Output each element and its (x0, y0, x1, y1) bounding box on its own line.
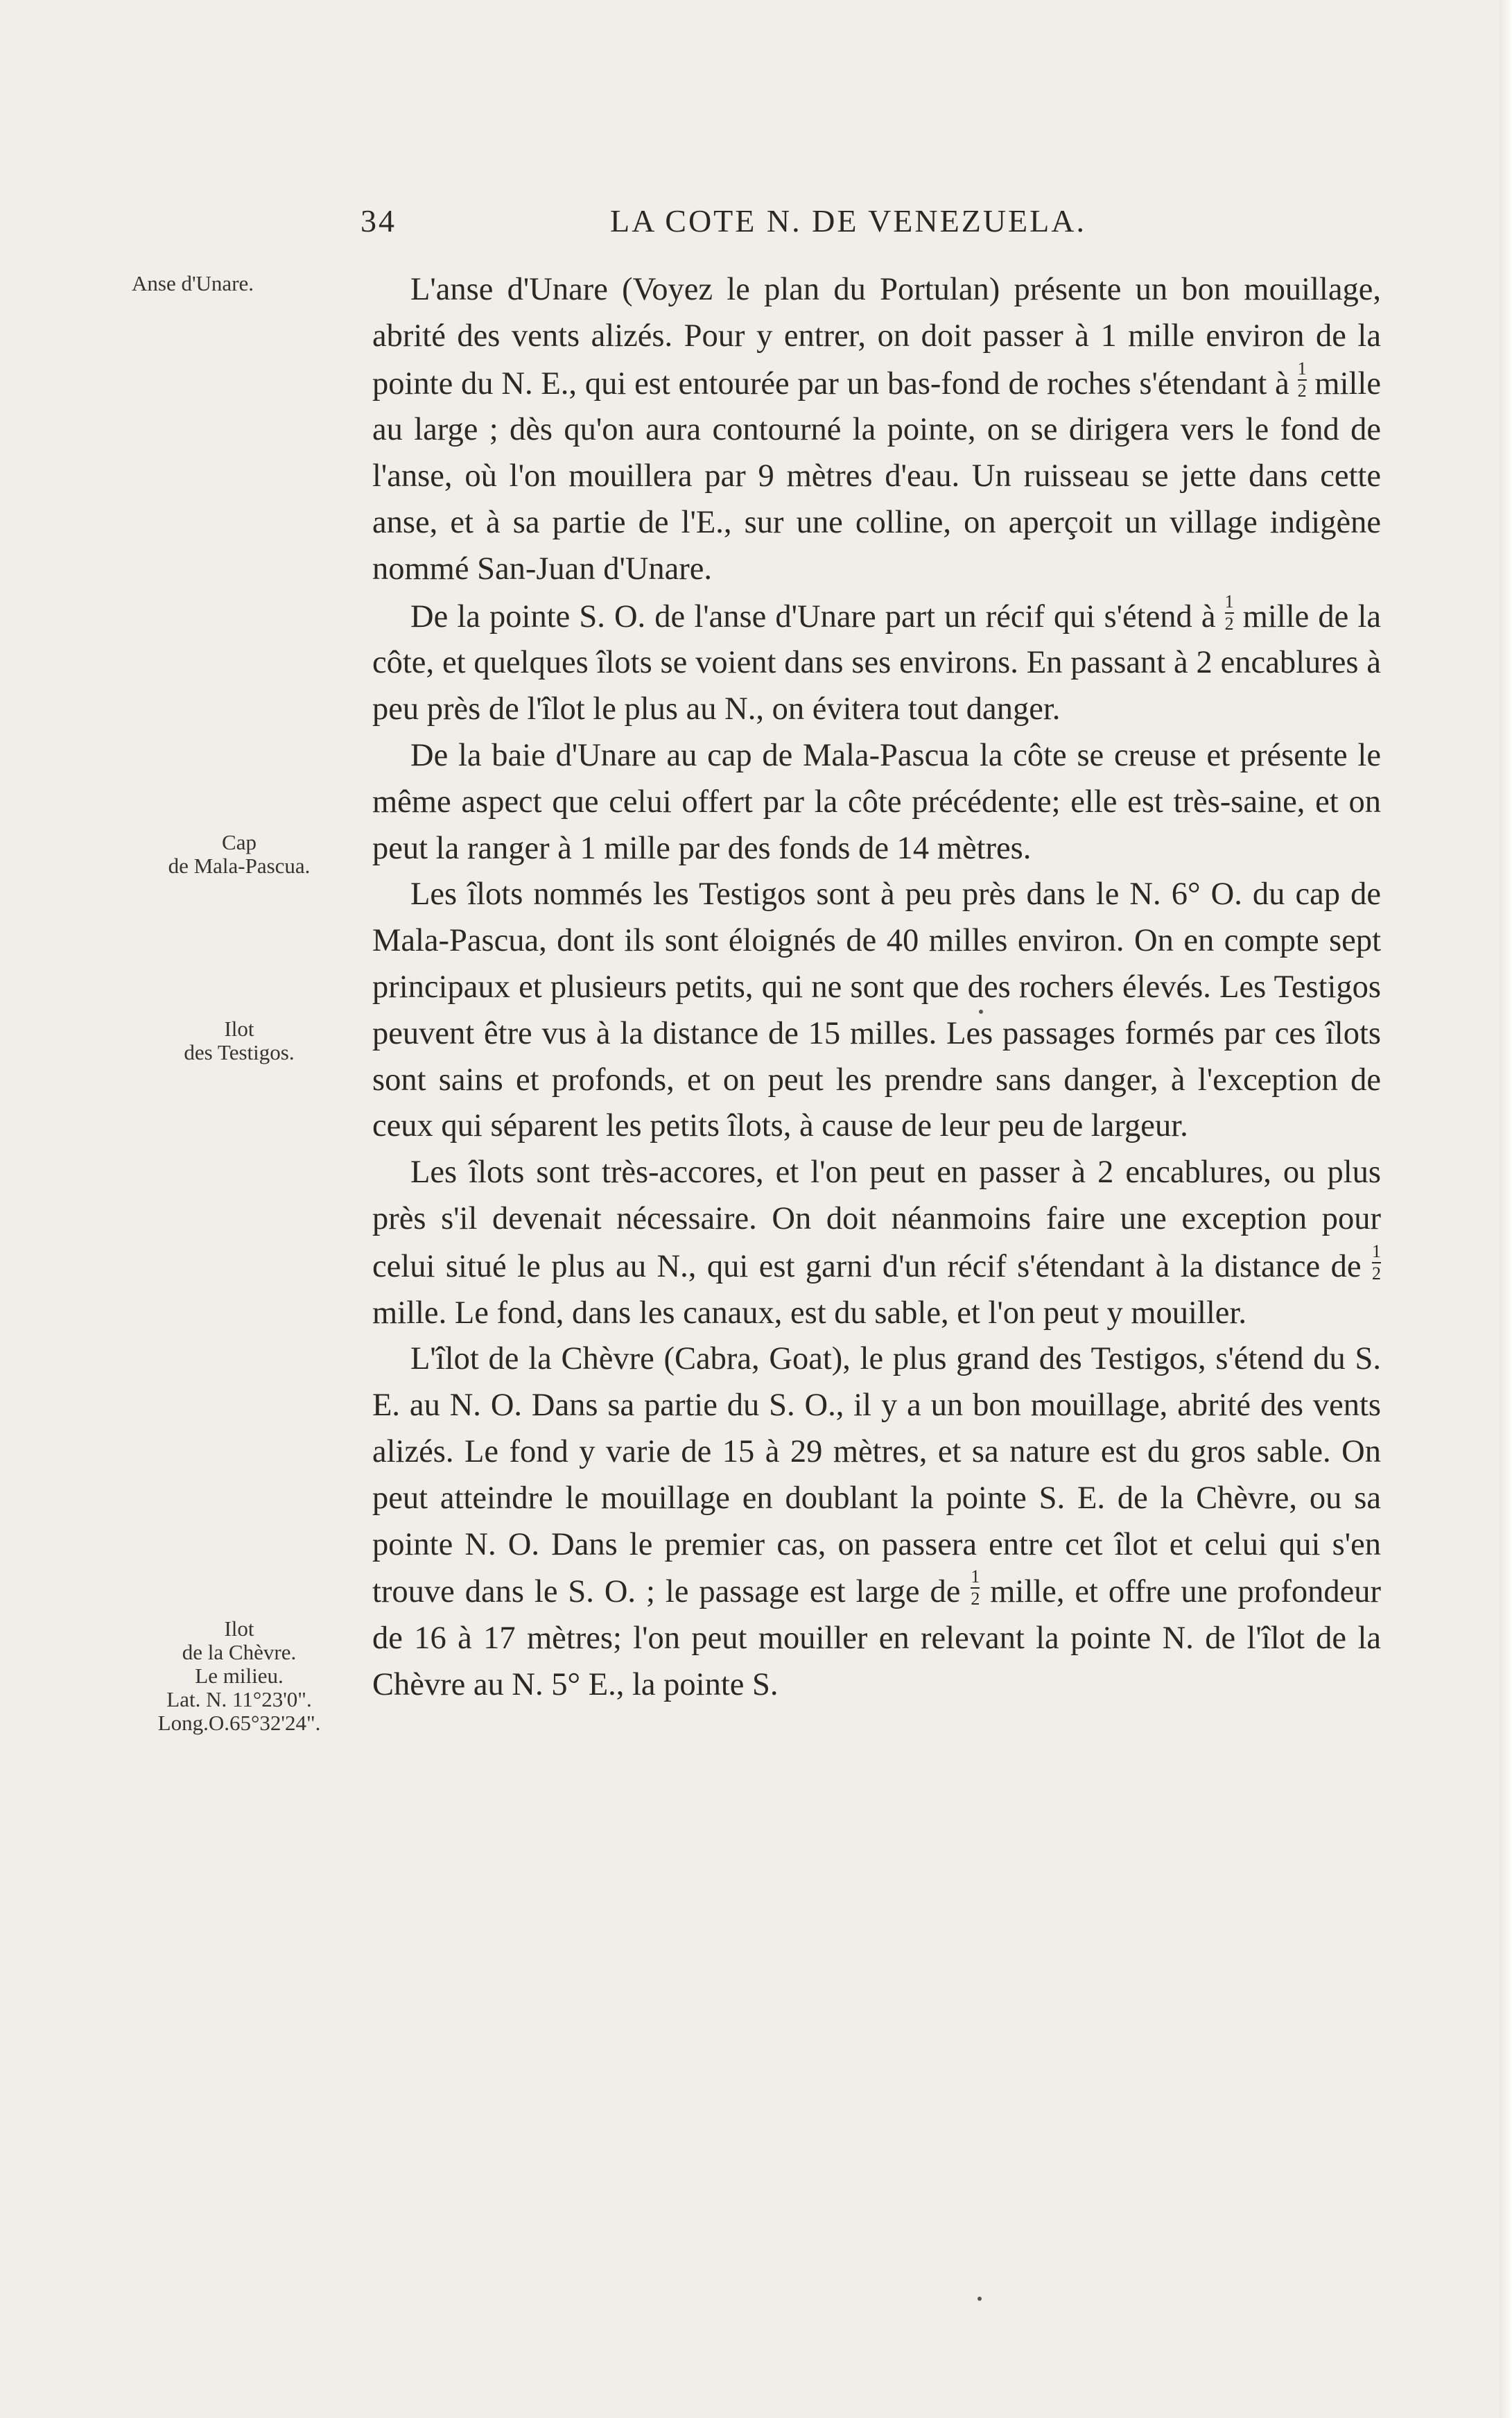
fraction-one-half: $\frac{1}{2}$ (1297, 358, 1307, 401)
ink-speck (977, 2297, 982, 2301)
paragraph-ilots-accores (372, 1150, 1381, 1336)
margin-note-ilot-testigos (114, 1017, 364, 1064)
fraction-one-half: $\frac{1}{2}$ (1372, 1241, 1381, 1284)
paragraph-cap-mala-pascua (372, 733, 1381, 872)
paragraph-recif-sud-ouest (372, 593, 1381, 733)
page-edge (1500, 0, 1512, 2418)
page-title: LA COTE N. DE VENEZUELA. (610, 203, 1086, 239)
text-segment: L'anse d'Unare (Voyez le plan du Portulan) présente un bon mouillage, abrité des vents alizés. Pour y entrer, on doit passer à 1 mille environ de la pointe du N. E., qui est entourée par un bas-fond de roches s'étendant à (372, 272, 1381, 401)
fraction-one-half: $\frac{1}{2}$ (1224, 591, 1234, 634)
text-segment: Les îlots nommés les Testigos sont à peu près dans le N. 6° O. du cap de Mala-Pascua, dont ils sont éloignés de 40 milles environ. On en compte sept principaux et plusieurs petits, qui ne sont que des rochers élevés. Les Testigos peuvent être vus à la distance de 15 milles. Les passages formés par ces îlots sont sains et profonds, et on peut les prendre sans danger, à l'exception de ceux qui séparent les petits îlots, à cause de leur peu de largeur. (372, 876, 1381, 1144)
margin-note-line: Le milieu. (195, 1664, 284, 1688)
text-segment: L'îlot de la Chèvre (Cabra, Goat), le plus grand des Testigos, s'étend du S. E. au N. O. Dans sa partie du S. O., il y a un bon mouillage, abrité des vents alizés. Le fond y varie de 15 à 29 mètres, et sa nature est du gros sable. On peut atteindre le mouillage en doublant la pointe S. E. de la Chèvre, ou sa pointe N. O. Dans le premier cas, on passera entre cet îlot et celui qui s'en trouve dans le S. O. ; le passage est large de (372, 1341, 1381, 1610)
text-segment: De la pointe S. O. de l'anse d'Unare part un récif qui s'étend à (410, 598, 1225, 634)
margin-note-cap-mala-pascua (114, 831, 364, 878)
fraction-one-half: $\frac{1}{2}$ (971, 1566, 980, 1609)
margin-note-line: des Testigos. (184, 1040, 295, 1064)
text-segment: mille. Le fond, dans les canaux, est du sable, et l'on peut y mouiller. (372, 1295, 1246, 1331)
page-number: 34 (360, 203, 397, 239)
text-segment: mille de la côte, et quelques îlots se voient dans ses environs. En passant à 2 encablures à peu près de l'îlot le plus au N., on évitera tout danger. (372, 598, 1382, 727)
ink-speck (979, 1010, 983, 1014)
text-segment: mille, et offre une profondeur de 16 à 17 mètres; l'on peut mouiller en relevant la pointe N. de l'îlot de la Chèvre au N. 5° E., la pointe S. (372, 1574, 1381, 1702)
text-segment: mille au large ; dès qu'on aura contourné la pointe, on se dirigera vers le fond de l'anse, où l'on mouillera par 9 mètres d'eau. Un ruisseau se jette dans cette anse, et à sa partie de l'E., sur une colline, on aperçoit un village indigène nommé San-Juan d'Unare. (372, 365, 1381, 587)
text-segment: De la baie d'Unare au cap de Mala-Pascua la côte se creuse et présente le même aspect que celui offert par la côte précédente; elle est très-saine, et on peut la ranger à 1 mille par des fonds de 14 mètres. (372, 737, 1381, 866)
text-segment: Les îlots sont très-accores, et l'on peut en passer à 2 encablures, ou plus près s'il devenait nécessaire. On doit néanmoins faire une exception pour celui situé le plus au N., qui est garni d'un récif s'étendant à la distance de (372, 1155, 1381, 1284)
margin-note-ilot-chevre (114, 1617, 364, 1735)
margin-note-line: Long.O.65°32'24". (157, 1711, 321, 1735)
body-text (372, 267, 1381, 1709)
margin-note-line: de Mala-Pascua. (168, 854, 311, 878)
margin-note-line: Lat. N. 11°23'0". (166, 1687, 312, 1711)
paragraph-ilot-chevre (372, 1336, 1381, 1708)
margin-note-line: Cap (222, 830, 257, 854)
margin-note-anse-unare (132, 272, 340, 295)
paragraph-testigos (372, 872, 1381, 1150)
margin-note-line: Ilot (224, 1616, 254, 1641)
margin-note-line: Ilot (224, 1017, 254, 1041)
margin-note-line: de la Chèvre. (182, 1640, 297, 1664)
margin-note-line: Anse d'Unare. (132, 271, 254, 295)
paragraph-anse-unare (372, 267, 1381, 593)
